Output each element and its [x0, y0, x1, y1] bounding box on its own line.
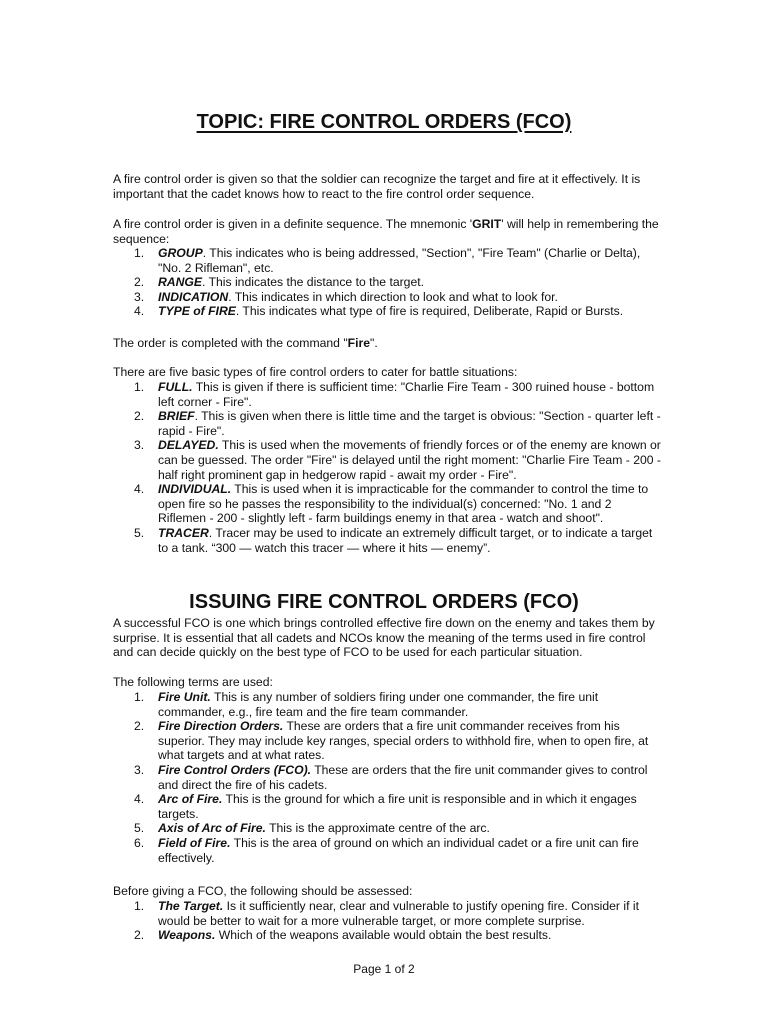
list-item-term: RANGE: [158, 275, 203, 290]
list-item: [113, 792, 661, 821]
list-item: [113, 409, 661, 438]
list-item-text: This is given if there is sufficient time: "Charlie Fire Team - 300 ruined house - bottom left corner - Fire".: [158, 380, 655, 409]
list-item: [113, 438, 661, 482]
list-item-term: Field of Fire.: [158, 835, 231, 850]
terms-list: [113, 690, 661, 865]
issuing-intro-paragraph: A successful FCO is one which brings controlled effective fire down on the enemy and takes them by surprise. It is essential that all cadets and NCOs know the meaning of the terms used in fire control and can decide quickly on the best type of FCO to be used for each particular situation.: [113, 616, 655, 660]
list-item-term: DELAYED.: [158, 438, 219, 453]
list-item-number: 5.: [134, 821, 145, 836]
section-title: ISSUING FIRE CONTROL ORDERS (FCO): [189, 591, 579, 613]
list-item: [113, 380, 661, 409]
list-item-text: This is used when it is impracticable for the commander to control the time to open fire so he passes the responsibility to the individual(s) concerned: "No. 1 and 2 Riflemen - 200 - slightly left - farm buildings enemy in that area - watch and shoot".: [158, 482, 649, 526]
grit-intro-paragraph: A fire control order is given in a definite sequence. The mnemonic 'GRIT' will help in remembering the sequence:: [113, 217, 659, 246]
list-item-number: 1.: [134, 246, 145, 260]
list-item-number: 3.: [134, 762, 145, 777]
list-item-number: 2.: [134, 719, 145, 734]
list-item-text: This is the ground for which a fire unit is responsible and in which it engages targets.: [158, 792, 637, 821]
list-item: [113, 836, 661, 865]
list-item-number: 6.: [134, 835, 145, 850]
types-intro-paragraph: There are five basic types of fire control orders to cater for battle situations:: [113, 365, 518, 379]
assess-list: [113, 899, 661, 943]
list-item-text: These are orders that the fire unit commander gives to control and direct the fire of his cadets.: [158, 762, 648, 792]
intro-paragraph: A fire control order is given so that the soldier can recognize the target and fire at it effectively. It is important that the cadet knows how to react to the fire control order sequence.: [113, 172, 641, 201]
list-item-number: 2.: [134, 928, 145, 943]
list-item-term: INDIVIDUAL.: [158, 482, 232, 497]
list-item-number: 4.: [134, 792, 145, 807]
list-item-number: 5.: [134, 525, 145, 540]
list-item-number: 1.: [134, 899, 145, 913]
list-item-number: 3.: [134, 438, 145, 453]
list-item-text: This is the approximate centre of the arc.: [265, 821, 490, 836]
list-item-number: 1.: [134, 690, 145, 704]
list-item-text: These are orders that a fire unit commander receives from his superior. They may include key ranges, special orders to withhold fire, when to open fire, at what targets and at what rates.: [158, 719, 649, 763]
list-item-term: Weapons.: [158, 928, 216, 943]
list-item-text: . Tracer may be used to indicate an extremely difficult target, or to indicate a target to a tank. “300 — watch this tracer — where it hits — enemy”.: [158, 525, 653, 555]
list-item-term: Arc of Fire.: [158, 792, 223, 807]
list-item-text: Which of the weapons available would obtain the best results.: [215, 928, 552, 943]
list-item-term: BRIEF: [158, 409, 195, 424]
terms-intro-paragraph: The following terms are used:: [113, 675, 273, 689]
list-item-term: The Target.: [158, 899, 224, 913]
list-item: [113, 290, 661, 305]
list-item: [113, 928, 661, 943]
list-item-term: Axis of Arc of Fire.: [158, 821, 266, 836]
list-item-text: This is the area of ground on which an individual cadet or a fire unit can fire effectively.: [158, 835, 639, 865]
list-item: [113, 275, 661, 290]
list-item-number: 4.: [134, 482, 145, 497]
list-item-term: Fire Direction Orders.: [158, 719, 284, 734]
list-item: [113, 899, 661, 928]
list-item-text: . This indicates the distance to the target.: [202, 275, 425, 290]
list-item: [113, 719, 661, 763]
list-item-text: This is any number of soldiers firing under one commander, the fire unit commander, e.g., fire team and the fire team commander.: [158, 690, 599, 719]
types-list: [113, 380, 661, 555]
list-item-text: This is used when the movements of friendly forces or of the enemy are known or can be guessed. The order "Fire" is delayed until the right moment: "Charlie Fire Team - 200 - half right prominent gap in hedgerow rapid - await my order - Fire".: [158, 438, 661, 482]
list-item: [113, 821, 661, 836]
list-item-text: . This is given when there is little time and the target is obvious: "Section - quarter left - rapid - Fire".: [158, 409, 661, 438]
list-item-term: GROUP: [158, 246, 203, 260]
list-item-text: . This indicates what type of fire is required, Deliberate, Rapid or Bursts.: [235, 304, 624, 319]
list-item: [113, 526, 661, 555]
list-item-number: 3.: [134, 289, 145, 304]
list-item-text: . This indicates in which direction to look and what to look for.: [228, 289, 558, 304]
list-item-term: FULL.: [158, 380, 193, 394]
list-item-number: 4.: [134, 304, 145, 319]
assess-intro-paragraph: Before giving a FCO, the following should be assessed:: [113, 884, 413, 898]
list-item-term: INDICATION: [158, 289, 229, 304]
list-item: [113, 482, 661, 526]
list-item-number: 2.: [134, 275, 145, 290]
list-item-number: 2.: [134, 409, 145, 424]
list-item: [113, 304, 661, 319]
list-item-term: TYPE of FIRE: [158, 304, 236, 319]
page-number: Page 1 of 2: [353, 962, 415, 976]
grit-list: [113, 246, 661, 319]
list-item-number: 1.: [134, 380, 145, 394]
list-item-text: . This indicates who is being addressed, "Section", "Fire Team" (Charlie or Delta), "No. 2 Rifleman", etc.: [158, 246, 641, 275]
list-item-term: Fire Control Orders (FCO).: [158, 762, 312, 777]
list-item: [113, 246, 661, 275]
list-item: [113, 763, 661, 792]
list-item-term: TRACER: [158, 525, 209, 540]
list-item: [113, 690, 661, 719]
list-item-text: Is it sufficiently near, clear and vulnerable to justify opening fire. Consider if it would be better to wait for a more vulnerable target, or more complete surprise.: [158, 899, 639, 928]
list-item-term: Fire Unit.: [158, 690, 211, 704]
page-title: TOPIC: FIRE CONTROL ORDERS (FCO): [196, 111, 572, 133]
completed-paragraph: The order is completed with the command "Fire".: [113, 336, 378, 350]
